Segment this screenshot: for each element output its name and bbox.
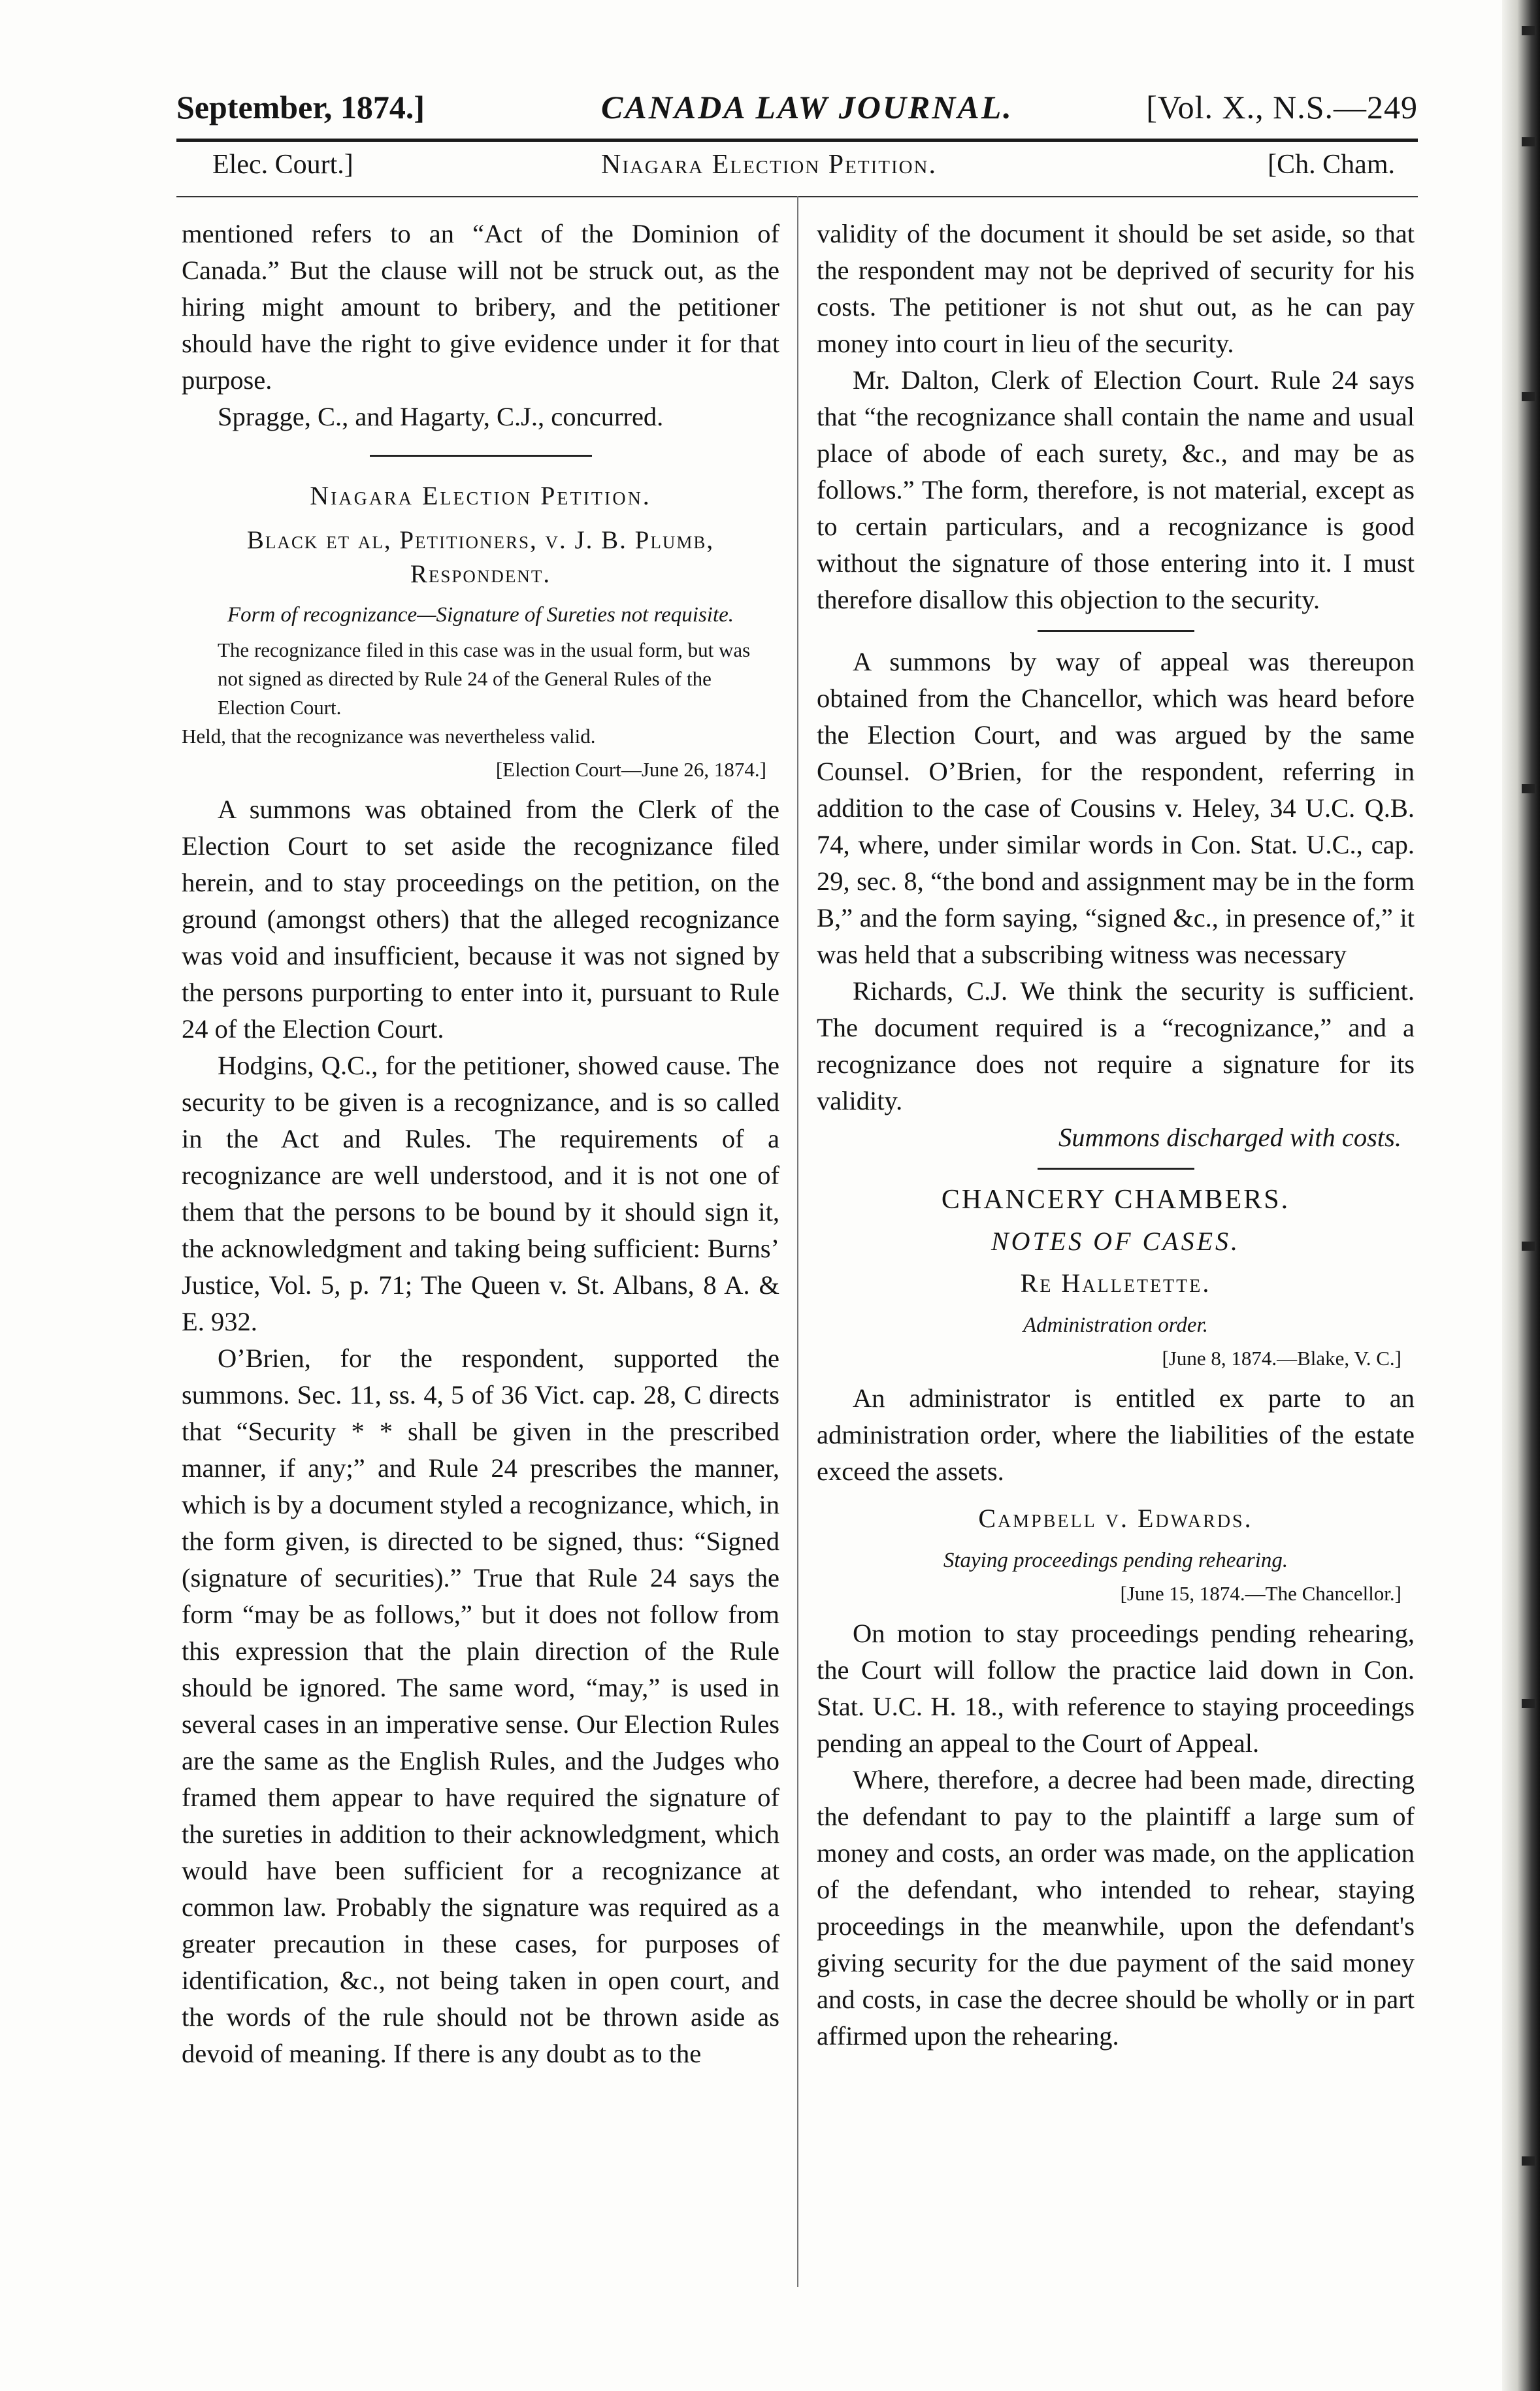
holding [182,636,779,751]
paragraph: Mr. Dalton, Clerk of Election Court. Rule 24 says that “the recognizance shall contain the name and usual place of abode of each surety, &c., and may be as follows.” The form, therefore, is not material, except as to certain particulars, and a recognizance is good without the signature of those entering into it. I must therefore disallow this objection to the security. [817,365,1415,614]
divider [370,455,592,457]
edge-mark [1522,392,1535,401]
edge-mark [1522,1242,1535,1251]
divider [1038,1168,1194,1170]
notes-heading: NOTES OF CASES. [991,1227,1241,1256]
volume-page: [Vol. X., N.S.—249 [1146,89,1418,125]
section-right: [Ch. Cham. [1268,150,1395,180]
held-text: Held, that the recognizance was nevertheless valid. [182,725,596,748]
case-title: Niagara Election Petition. [310,481,651,510]
court-date: [Election Court—June 26, 1874.] [495,758,766,781]
headnote: Administration order. [1023,1313,1208,1337]
holding-text: The recognizance filed in this case was in the usual form, but was not signed as directed by Rule 24 of the General Rules of the Election Court. [218,638,751,719]
paragraph: Where, therefore, a decree had been made, directing the defendant to pay to the plaintiff a large sum of money and costs, an order was made, on the application of the defendant, who intended to rehear, staying proceedings in the meanwhile, upon the defendant's giving security for the due payment of the said money and costs, in case the decree should be wholly or in part affirmed upon the rehearing. [817,1765,1415,2051]
chancery-heading: CHANCERY CHAMBERS. [941,1185,1290,1215]
edge-mark [1522,26,1535,35]
right-column [817,216,1415,2054]
summons-result: Summons discharged with costs. [1058,1123,1401,1152]
edge-mark [1522,1699,1535,1708]
paragraph: A summons was obtained from the Clerk of the Election Court to set aside the recognizance filed herein, and to stay proceedings on the petition, on the ground (amongst others) that the alleged recognizance was void and insufficient, because it was not signed by the persons purporting to enter into it, pursuant to Rule 24 of the Election Court. [182,795,779,1044]
paragraph: On motion to stay proceedings pending rehearing, the Court will follow the practice laid down in Con. Stat. U.C. H. 18., with reference to staying proceedings pending an appeal to the Court of Appeal. [817,1619,1415,1758]
header-rule [176,139,1418,142]
page-edge-shadow [1502,0,1540,2391]
section-center: Niagara Election Petition. [601,150,937,180]
case-title: Campbell v. Edwards. [978,1504,1253,1533]
case-parties: Black et al, Petitioners, v. J. B. Plumb, Respondent. [246,526,715,588]
edge-mark [1522,2156,1535,2166]
running-header [176,88,1418,127]
paragraph: Hodgins, Q.C., for the petitioner, showed cause. The security to be given is a recognizance, and is so called in the Act and Rules. The requirements of a recognizance are well understood, and it is not one of them that the persons to be bound by it should sign it, the acknowledgment and taking being sufficient: Burns’ Justice, Vol. 5, p. 71; The Queen v. St. Albans, 8 A. & E. 932. [182,1051,779,1336]
journal-title: CANADA LAW JOURNAL. [601,89,1013,125]
paragraph: mentioned refers to an “Act of the Dominion of Canada.” But the clause will not be struck out, as the hiring might amount to bribery, and the petitioner should have the right to give evidence under it for that purpose. [182,219,779,395]
paragraph: Spragge, C., and Hagarty, C.J., concurred. [218,402,664,431]
section-left: Elec. Court.] [212,150,353,180]
column-divider [797,196,798,2287]
headnote: Staying proceedings pending rehearing. [943,1549,1288,1572]
edge-mark [1522,137,1535,146]
paragraph: O’Brien, for the respondent, supported the summons. Sec. 11, ss. 4, 5 of 36 Vict. cap. 28, C directs that “Security * * shall be given in the prescribed manner, if any;” and Rule 24 prescribes the manner, which is by a document styled a recognizance, which, in the form given, is directed to be signed, thus: “Signed (signature of securities).” True that Rule 24 says the form “may be as follows,” but it does not follow from this expression that the plain direction of the Rule should be ignored. The same word, “may,” is used in several cases in an imperative sense. Our Election Rules are the same as the English Rules, and the Judges who framed them appear to have required the signature of the sureties in addition to their acknowledgment, which would have been sufficient for a recognizance at common law. Probably the signature was required as a greater precaution in these cases, for purposes of identification, &c., not being taken in open court, and the words of the rule should not be thrown aside as devoid of meaning. If there is any doubt as to the [182,1344,779,2068]
paragraph: Richards, C.J. We think the security is sufficient. The document required is a “recognizance,” and a recognizance does not require a signature for its validity. [817,976,1415,1115]
headnote: Form of recognizance—Signature of Sureties not requisite. [227,603,734,627]
court-date: [June 15, 1874.—The Chancellor.] [1120,1582,1401,1605]
left-column [182,216,779,2072]
section-header [176,149,1418,188]
header-date: September, 1874.] [176,89,425,125]
edge-mark [1522,784,1535,793]
paragraph: validity of the document it should be set aside, so that the respondent may not be deprived of security for his costs. The petitioner is not shut out, as he can pay money into court in lieu of the security. [817,219,1415,358]
case-title: Re Halletette. [1020,1268,1211,1298]
divider [1038,630,1194,632]
paragraph: A summons by way of appeal was thereupon obtained from the Chancellor, which was heard before the Election Court, and was argued by the same Counsel. O’Brien, for the respondent, referring in addition to the case of Cousins v. Heley, 34 U.C. Q.B. 74, where, under similar words in Con. Stat. U.C., cap. 29, sec. 8, “the bond and assignment may be in the form B,” and the form saying, “signed &c., in presence of,” it was held that a subscribing witness was necessary [817,647,1415,969]
paragraph: An administrator is entitled ex parte to an administration order, where the liabilities of the estate exceed the assets. [817,1383,1415,1486]
court-date: [June 8, 1874.—Blake, V. C.] [1162,1347,1401,1370]
